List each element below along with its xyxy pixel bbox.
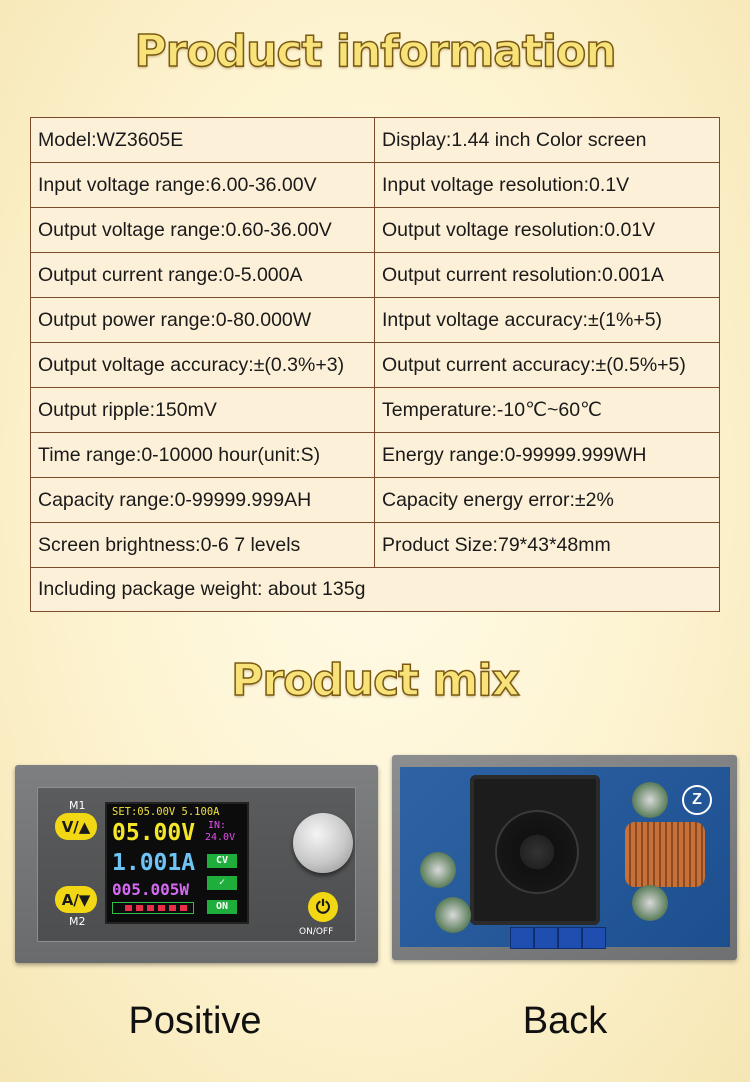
module-back-photo <box>392 755 737 960</box>
current-readout: 1.001A <box>112 850 196 876</box>
spec-cell: Output voltage accuracy:±(0.3%+3) <box>31 343 375 388</box>
spec-cell: Output voltage range:0.60-36.00V <box>31 208 375 253</box>
spec-cell: Time range:0-10000 hour(unit:S) <box>31 433 375 478</box>
spec-cell: Screen brightness:0-6 7 levels <box>31 523 375 568</box>
spec-row <box>31 478 720 523</box>
spec-cell: Temperature:-10℃~60℃ <box>375 388 720 433</box>
spec-cell: Output voltage resolution:0.01V <box>375 208 720 253</box>
spec-row <box>31 433 720 478</box>
terminal <box>534 927 558 949</box>
spec-row <box>31 163 720 208</box>
spec-cell: Input voltage resolution:0.1V <box>375 163 720 208</box>
circuit-board <box>400 767 730 947</box>
lcd-screen <box>105 802 249 924</box>
voltage-readout: 05.00V <box>112 820 196 846</box>
spec-row <box>31 523 720 568</box>
current-down-button: A/▼ <box>55 886 97 913</box>
spec-cell: Output current resolution:0.001A <box>375 253 720 298</box>
spec-cell: Intput voltage accuracy:±(1%+5) <box>375 298 720 343</box>
product-information-heading: Product information <box>134 26 616 77</box>
terminal <box>510 927 534 949</box>
specifications-table <box>30 117 720 612</box>
terminal <box>558 927 582 949</box>
capacitor <box>420 852 456 888</box>
spec-cell: Display:1.44 inch Color screen <box>375 118 720 163</box>
m2-label: M2 <box>69 915 86 928</box>
spec-cell: Output ripple:150mV <box>31 388 375 433</box>
spec-row <box>31 253 720 298</box>
spec-row <box>31 208 720 253</box>
positive-caption: Positive <box>128 1000 262 1042</box>
spec-cell: Model:WZ3605E <box>31 118 375 163</box>
cooling-fan <box>470 775 600 925</box>
on-badge: ON <box>207 900 237 914</box>
check-icon: ✓ <box>207 876 237 890</box>
terminal <box>582 927 606 949</box>
set-readout: SET:05.00V 5.100A <box>112 806 220 818</box>
inductor-coil <box>625 822 705 887</box>
spec-row <box>31 118 720 163</box>
brand-logo-icon: Z <box>682 785 712 815</box>
capacitor <box>632 885 668 921</box>
power-readout: 005.005W <box>112 880 190 899</box>
spec-row <box>31 298 720 343</box>
spec-row <box>31 343 720 388</box>
product-mix-heading: Product mix <box>231 655 519 706</box>
rotary-knob <box>293 813 353 873</box>
back-caption: Back <box>522 1000 608 1042</box>
spec-cell: Including package weight: about 135g <box>31 568 720 612</box>
input-voltage-readout: 24.0V <box>205 832 236 843</box>
cv-badge: CV <box>207 854 237 868</box>
spec-row <box>31 388 720 433</box>
spec-cell: Energy range:0-99999.999WH <box>375 433 720 478</box>
spec-cell: Capacity range:0-99999.999AH <box>31 478 375 523</box>
m1-label: M1 <box>69 799 86 812</box>
capacitor <box>632 782 668 818</box>
spec-row <box>31 568 720 612</box>
spec-cell: Output current accuracy:±(0.5%+5) <box>375 343 720 388</box>
spec-cell: Output power range:0-80.000W <box>31 298 375 343</box>
spec-cell: Product Size:79*43*48mm <box>375 523 720 568</box>
capacitor <box>435 897 471 933</box>
spec-cell: Capacity energy error:±2% <box>375 478 720 523</box>
module-front-photo <box>15 765 378 963</box>
spec-cell: Input voltage range:6.00-36.00V <box>31 163 375 208</box>
spec-cell: Output current range:0-5.000A <box>31 253 375 298</box>
input-label: IN: <box>208 820 227 831</box>
onoff-label: ON/OFF <box>299 927 334 937</box>
voltage-up-button: V/▲ <box>55 813 97 840</box>
level-bar <box>112 902 194 914</box>
power-icon: ⏻ <box>308 892 338 922</box>
